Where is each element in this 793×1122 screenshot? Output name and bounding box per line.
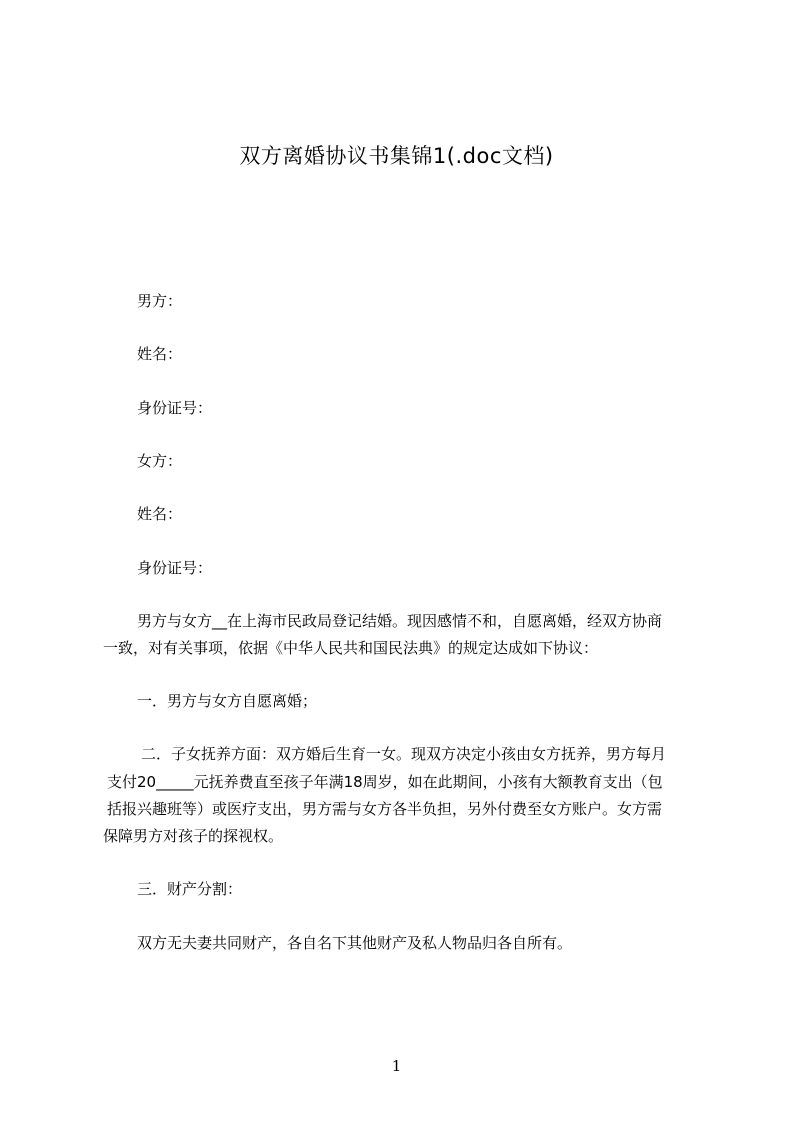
intro-line-2: 一致，对有关事项，依据《中华人民共和国民法典》的规定达成如下协议：	[103, 639, 599, 657]
female-name-label: 姓名：	[137, 505, 183, 523]
clause-2-line-3: 括报兴趣班等）或医疗支出，男方需与女方各半负担，另外付费至女方账户。女方需	[107, 800, 663, 818]
male-name-label: 姓名：	[137, 345, 183, 363]
clause-2-line-2: 支付20_____元抚养费直至孩子年满18周岁，如在此期间，小孩有大额教育支出（包	[107, 773, 663, 791]
clause-2-line-4: 保障男方对孩子的探视权。	[103, 827, 284, 845]
clause-1: 一．男方与女方自愿离婚；	[137, 692, 318, 710]
document-title: 双方离婚协议书集锦1(.doc文档)	[239, 144, 554, 168]
clause-3-heading: 三．财产分割：	[137, 880, 243, 898]
male-id-label: 身份证号：	[137, 399, 213, 417]
female-id-label: 身份证号：	[137, 559, 213, 577]
page-number: 1	[391, 1057, 402, 1075]
male-party-label: 男方：	[137, 292, 183, 310]
intro-line-1: 男方与女方__在上海市民政局登记结婚。现因感情不和，自愿离婚，经双方协商	[137, 612, 663, 630]
clause-3-body: 双方无夫妻共同财产，各自名下其他财产及私人物品归各自所有。	[137, 934, 573, 952]
female-party-label: 女方：	[137, 452, 183, 470]
clause-2-line-1: 二．子女抚养方面：双方婚后生育一女。现双方决定小孩由女方抚养，男方每月	[141, 745, 667, 763]
